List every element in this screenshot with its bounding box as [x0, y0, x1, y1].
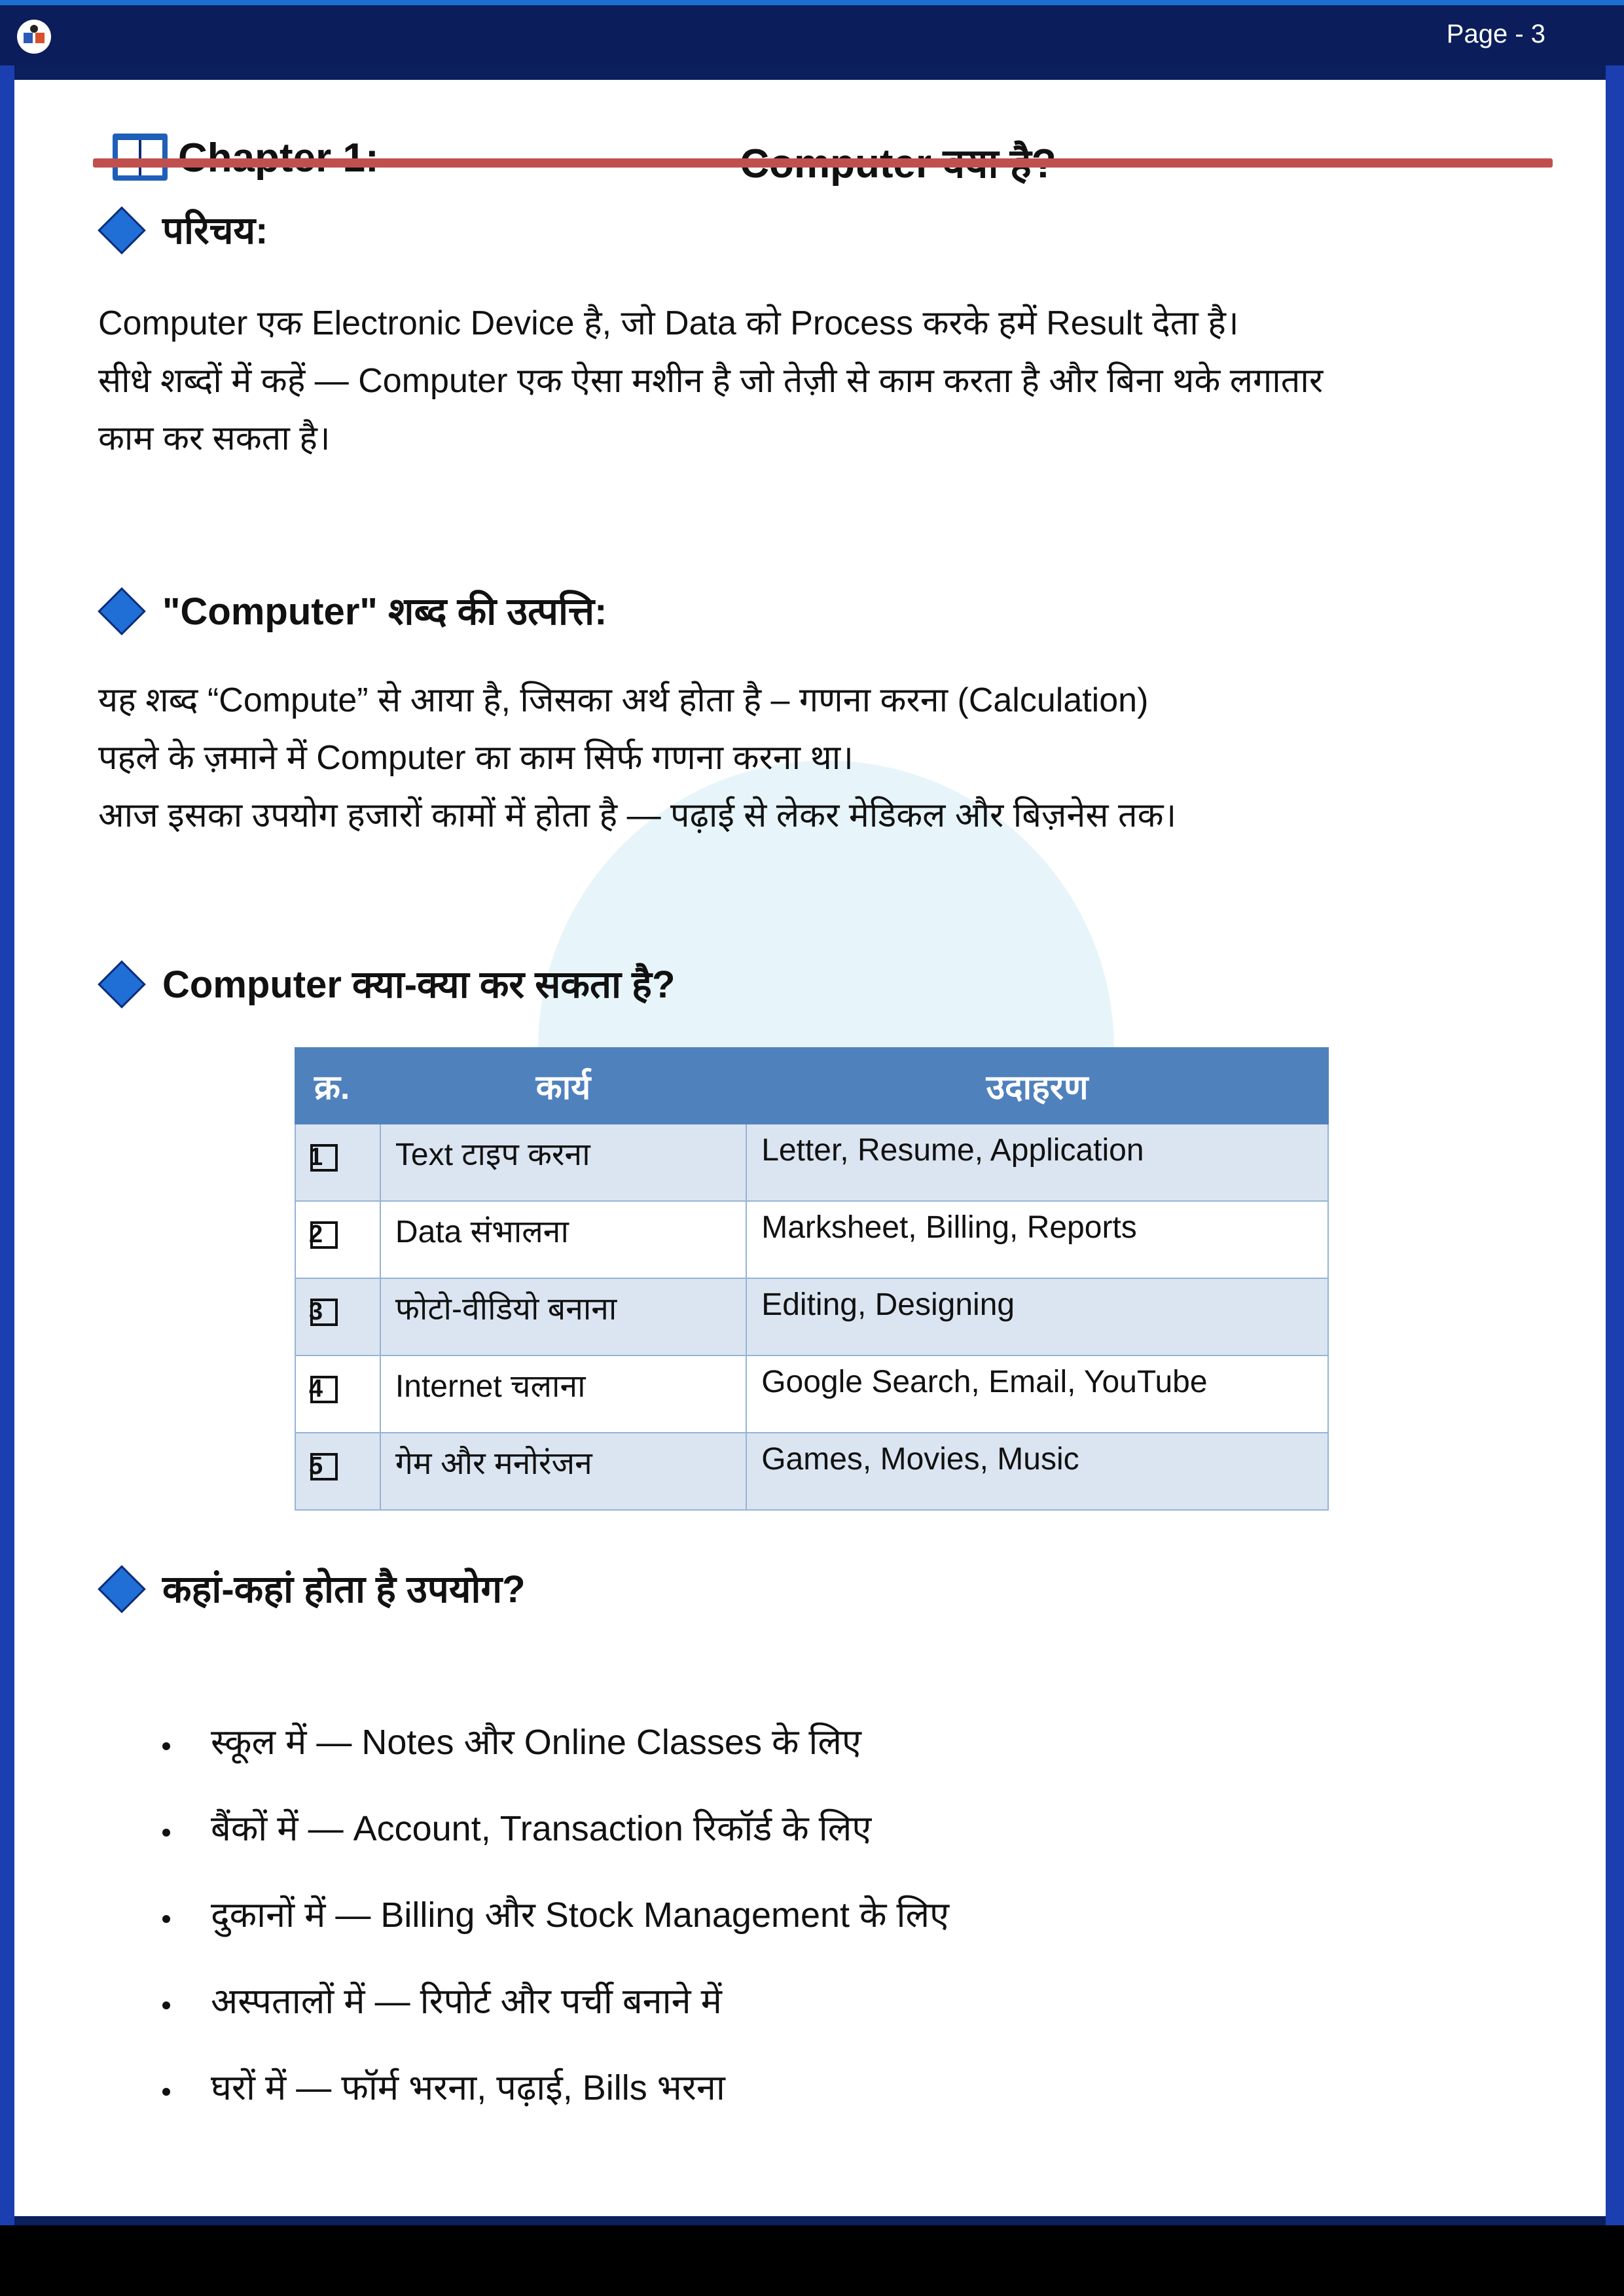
origin-paragraph [98, 672, 1538, 844]
page-frame-left [0, 65, 14, 2225]
intro-line: काम कर सकता है। [98, 420, 331, 457]
example-cell: Marksheet, Billing, Reports [746, 1201, 1328, 1278]
example-cell: Google Search, Email, YouTube [746, 1355, 1328, 1433]
column-header-example: उदाहरण [746, 1048, 1328, 1124]
task-cell: Data संभालना [380, 1201, 746, 1278]
row-number: 3 [310, 1299, 338, 1326]
page-number: Page - 3 [1446, 20, 1545, 48]
table-header-row [295, 1048, 1328, 1124]
task-cell: Text टाइप करना [380, 1124, 746, 1201]
example-cell: Games, Movies, Music [746, 1433, 1328, 1510]
intro-paragraph [98, 295, 1538, 467]
table-row [295, 1201, 1328, 1278]
title-underline [93, 158, 1553, 168]
row-number: 2 [310, 1221, 338, 1249]
blue-diamond-icon [98, 206, 146, 255]
blue-diamond-icon [98, 587, 146, 636]
section-heading-intro [99, 203, 268, 255]
section-heading-text: परिचय: [162, 209, 268, 252]
task-cell: गेम और मनोरंजन [380, 1433, 746, 1510]
intro-line: सीधे शब्दों में कहें — Computer एक ऐसा मशीन है जो तेज़ी से काम करता है और बिना थके लगातार [98, 362, 1324, 400]
table-row [295, 1433, 1328, 1510]
page-frame-right [1606, 65, 1624, 2225]
table-row [295, 1278, 1328, 1355]
origin-line: आज इसका उपयोग हजारों कामों में होता है — पढ़ाई से लेकर मेडिकल और बिज़नेस तक। [98, 797, 1177, 834]
section-heading-uses [99, 1562, 526, 1613]
top-header-bar [0, 0, 1624, 65]
blue-diamond-icon [98, 960, 146, 1009]
bottom-band [0, 2225, 1624, 2296]
document-page [14, 80, 1606, 2216]
section-heading-origin [99, 584, 607, 636]
section-heading-text: "Computer" शब्द की उत्पत्ति: [162, 590, 607, 633]
table-row [295, 1124, 1328, 1201]
table-row [295, 1355, 1328, 1433]
capabilities-table [295, 1047, 1329, 1511]
example-cell: Letter, Resume, Application [746, 1124, 1328, 1201]
task-cell: Internet चलाना [380, 1355, 746, 1433]
origin-line: पहले के ज़माने में Computer का काम सिर्फ गणना करना था। [98, 739, 854, 777]
list-item: अस्पतालों में — रिपोर्ट और पर्ची बनाने में [152, 1975, 1461, 2062]
row-number: 1 [310, 1144, 338, 1172]
list-item: घरों में — फॉर्म भरना, पढ़ाई, Bills भरना [152, 2062, 1461, 2148]
section-heading-text: Computer क्या-क्या कर सकता है? [162, 963, 676, 1006]
column-header-number: क्र. [295, 1048, 380, 1124]
open-book-icon [111, 132, 169, 182]
row-number: 4 [310, 1376, 338, 1403]
blue-diamond-icon [98, 1565, 146, 1613]
list-item: बैंकों में — Account, Transaction रिकॉर्ड के लिए [152, 1803, 1461, 1889]
uses-list [152, 1716, 1461, 2148]
list-item: स्कूल में — Notes और Online Classes के लिए [152, 1716, 1461, 1803]
origin-line: यह शब्द “Compute” से आया है, जिसका अर्थ होता है – गणना करना (Calculation) [98, 681, 1149, 719]
site-logo-icon [14, 17, 54, 56]
row-number: 5 [310, 1453, 338, 1480]
section-heading-text: कहां-कहां होता है उपयोग? [162, 1568, 526, 1611]
task-cell: फोटो-वीडियो बनाना [380, 1278, 746, 1355]
section-heading-capabilities [99, 957, 675, 1009]
column-header-task: कार्य [380, 1048, 746, 1124]
example-cell: Editing, Designing [746, 1278, 1328, 1355]
list-item: दुकानों में — Billing और Stock Management के लिए [152, 1889, 1461, 1975]
intro-line: Computer एक Electronic Device है, जो Data को Process करके हमें Result देता है। [98, 304, 1239, 342]
